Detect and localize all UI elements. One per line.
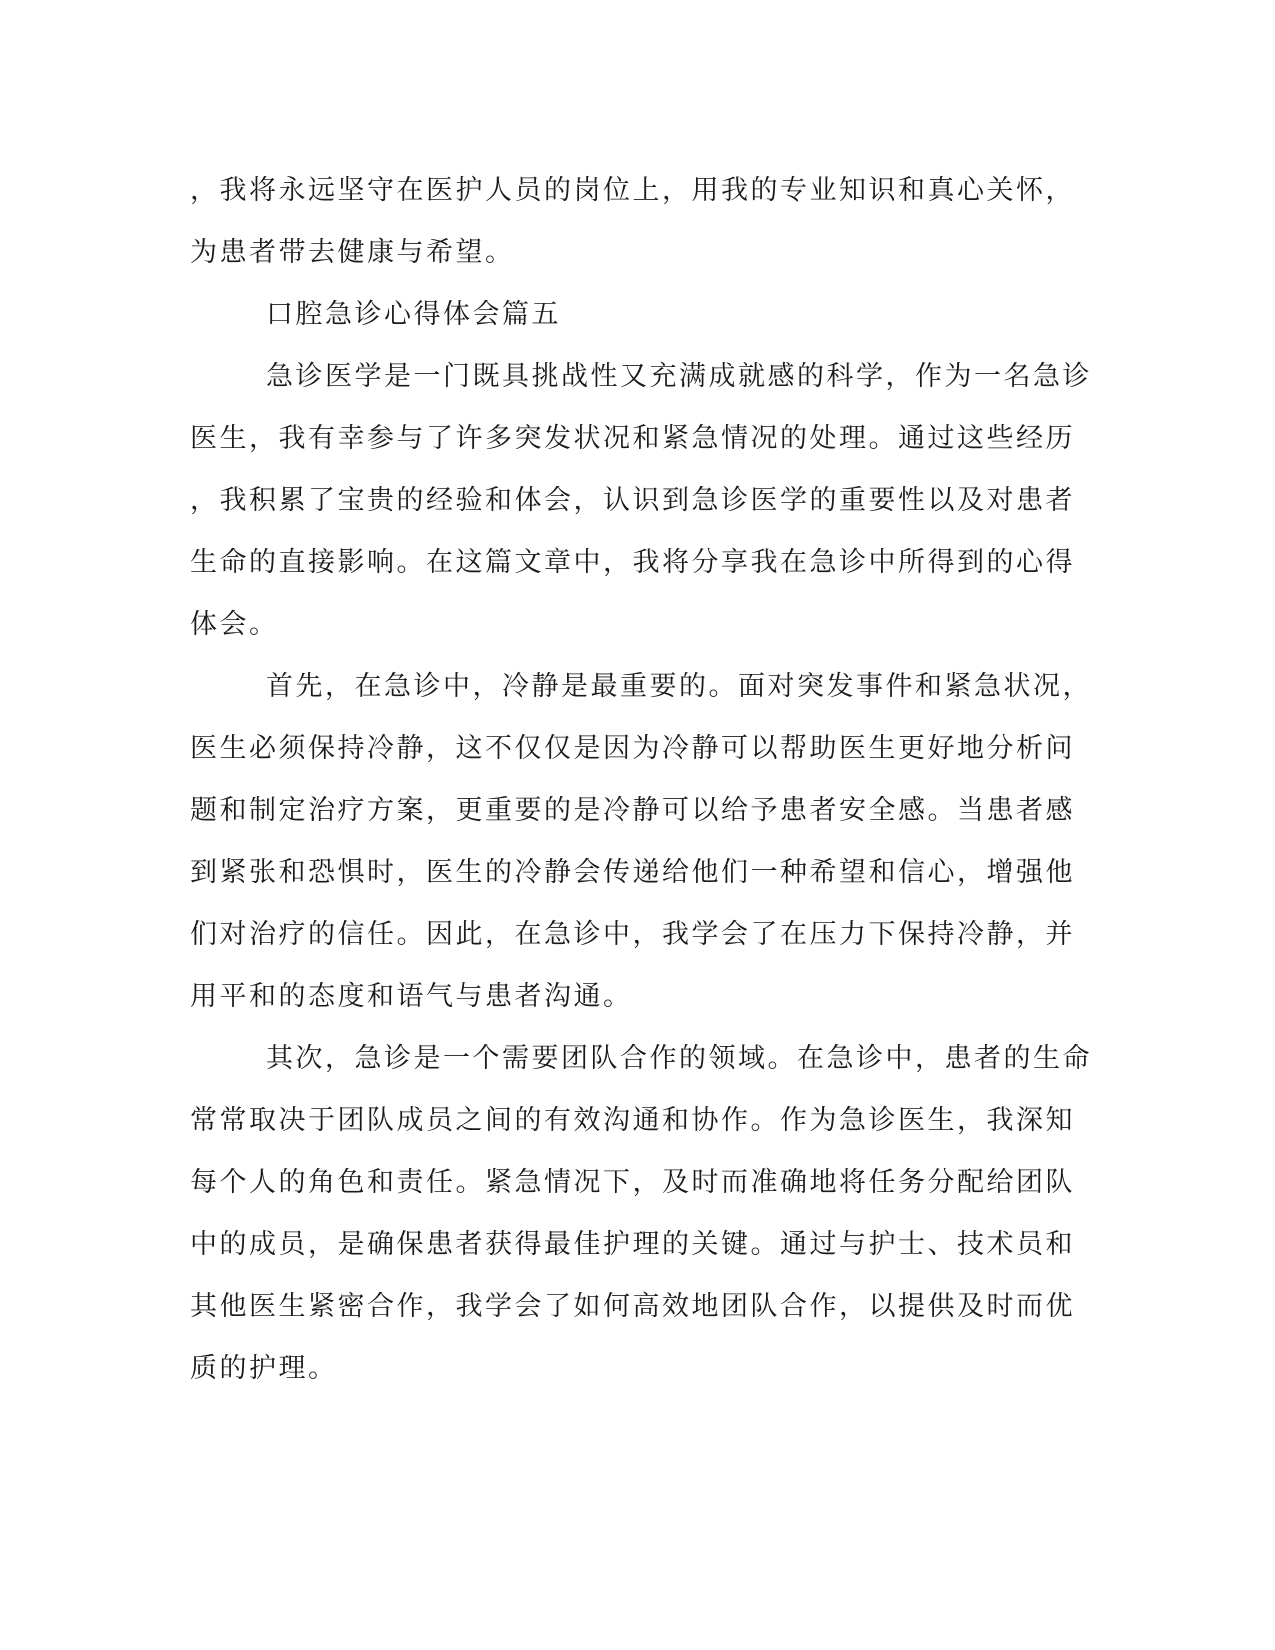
paragraph-line: 生命的直接影响。在这篇文章中，我将分享我在急诊中所得到的心得: [190, 547, 1075, 578]
paragraph-line: 急诊医学是一门既具挑战性又充满成就感的科学，作为一名急诊: [266, 361, 1092, 392]
paragraph-continuation-line: ，我将永远坚守在医护人员的岗位上，用我的专业知识和真心关怀，: [190, 175, 1075, 206]
paragraph-line: ，我积累了宝贵的经验和体会，认识到急诊医学的重要性以及对患者: [190, 485, 1075, 516]
paragraph-line: 中的成员，是确保患者获得最佳护理的关键。通过与护士、技术员和: [190, 1229, 1075, 1260]
section-heading: 口腔急诊心得体会篇五: [266, 299, 561, 330]
paragraph-line: 用平和的态度和语气与患者沟通。: [190, 981, 633, 1012]
paragraph-line: 每个人的角色和责任。紧急情况下，及时而准确地将任务分配给团队: [190, 1167, 1075, 1198]
paragraph-line: 体会。: [190, 609, 279, 640]
document-body: [190, 160, 1095, 1400]
paragraph-line: 首先，在急诊中，冷静是最重要的。面对突发事件和紧急状况，: [266, 671, 1092, 702]
paragraph-line: 质的护理。: [190, 1353, 338, 1384]
paragraph-line: 常常取决于团队成员之间的有效沟通和协作。作为急诊医生，我深知: [190, 1105, 1075, 1136]
paragraph-line: 到紧张和恐惧时，医生的冷静会传递给他们一种希望和信心，增强他: [190, 857, 1075, 888]
paragraph-line: 其他医生紧密合作，我学会了如何高效地团队合作，以提供及时而优: [190, 1291, 1075, 1322]
paragraph-line: 医生必须保持冷静，这不仅仅是因为冷静可以帮助医生更好地分析问: [190, 733, 1075, 764]
paragraph-line: 其次，急诊是一个需要团队合作的领域。在急诊中，患者的生命: [266, 1043, 1092, 1074]
paragraph-line: 题和制定治疗方案，更重要的是冷静可以给予患者安全感。当患者感: [190, 795, 1075, 826]
paragraph-line: 医生，我有幸参与了许多突发状况和紧急情况的处理。通过这些经历: [190, 423, 1075, 454]
paragraph-line: 们对治疗的信任。因此，在急诊中，我学会了在压力下保持冷静，并: [190, 919, 1075, 950]
paragraph-continuation-line: 为患者带去健康与希望。: [190, 237, 515, 268]
